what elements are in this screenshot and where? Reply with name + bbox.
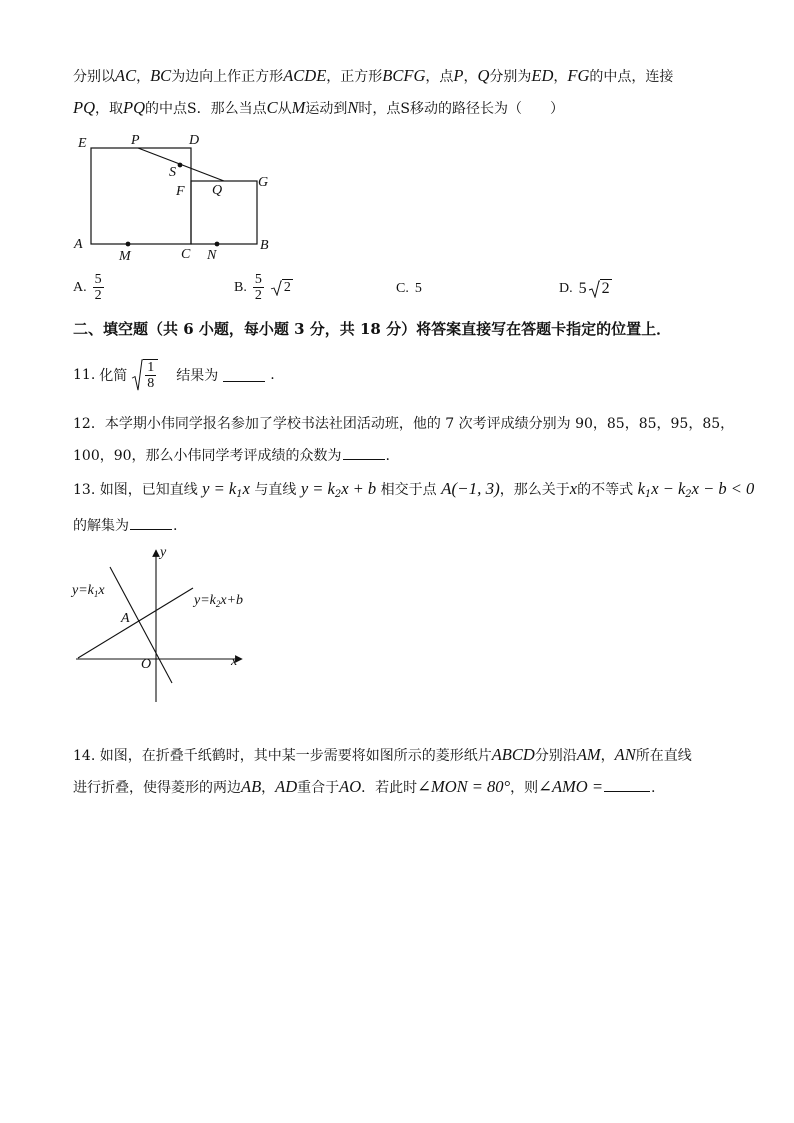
question-14-line-2: 进行折叠，使得菱形的两边AB，AD重合于AO．若此时∠MON = 80°，则∠AMO = . [73,777,656,796]
option-d[interactable]: D. 5 2 [559,280,610,297]
point-a-label: A [121,611,130,626]
label-g: G [258,175,269,190]
label-c: C [181,247,191,262]
question-13-line-2: 的解集为 . [73,518,178,534]
label-s: S [169,165,176,180]
sqrt-one-eighth: $\frac{1}{8}$ [131,359,158,391]
line1-label: $y=k_1x$ [72,583,105,599]
line2-label: $y=k_2x+b$ [194,593,244,609]
question-13-line-1: 13. 如图，已知直线 $y = k_1x$ 与直线 $y = k_2x + b$ 相交于点 A(−1, 3)，那么关于x的不等式 $k_1x - k_2x - b < 0$ [73,479,755,500]
label-p: P [131,133,140,148]
point-m [126,242,131,247]
label-f: F [176,184,185,199]
label-m: M [119,249,131,264]
q13-graph [70,542,260,708]
option-b[interactable]: B. $\frac{5}{2}$ 2 [234,272,291,303]
question-14-line-1: 14. 如图，在折叠千纸鹤时，其中某一步需要将如图所示的菱形纸片ABCD分别沿AM，AN所在直线 [73,745,692,764]
sqrt-2: 2 [270,280,293,296]
square-bcfg [191,181,257,244]
label-b: B [260,238,269,253]
answer-blank-13[interactable] [130,517,172,530]
question-12-line-1: 12．本学期小伟同学报名参加了学校书法社团活动班，他的 7 次考评成绩分别为 90，85，85，95，85， [73,416,735,432]
question-11: 11. 化简 $\frac{1}{8}$ 结果为 . [73,360,275,391]
option-a[interactable]: A. $\frac{5}{2}$ [73,272,102,303]
question-12-line-2: 100，90，那么小伟同学考评成绩的众数为 . [73,448,390,464]
label-e: E [78,136,87,151]
answer-blank-14[interactable] [604,779,650,792]
q10-line-2: PQ，取PQ的中点S．那么当点C从M运动到N时，点S移动的路径长为（ ） [73,98,564,117]
sqrt-2-d: 2 [588,280,612,298]
point-n [215,242,220,247]
origin-label: O [141,657,152,672]
x-axis-label: x [231,654,238,669]
q10-line-1: 分别以AC，BC为边向上作正方形ACDE，正方形BCFG，点P，Q分别为ED，FG的中点，连接 [73,66,674,85]
answer-blank-11[interactable] [223,369,265,382]
label-n: N [207,248,217,263]
y-axis-label: y [160,545,167,560]
label-d: D [189,133,200,148]
option-c[interactable]: C. 5 [396,281,422,296]
label-a: A [74,237,83,252]
point-s [178,163,183,168]
answer-blank-12[interactable] [343,447,385,460]
q10-squares-figure [70,128,280,266]
label-q: Q [212,183,223,198]
section-2-heading: 二、填空题（共 6 小题，每小题 3 分，共 18 分）将答案直接写在答题卡指定的位置上． [73,320,672,338]
